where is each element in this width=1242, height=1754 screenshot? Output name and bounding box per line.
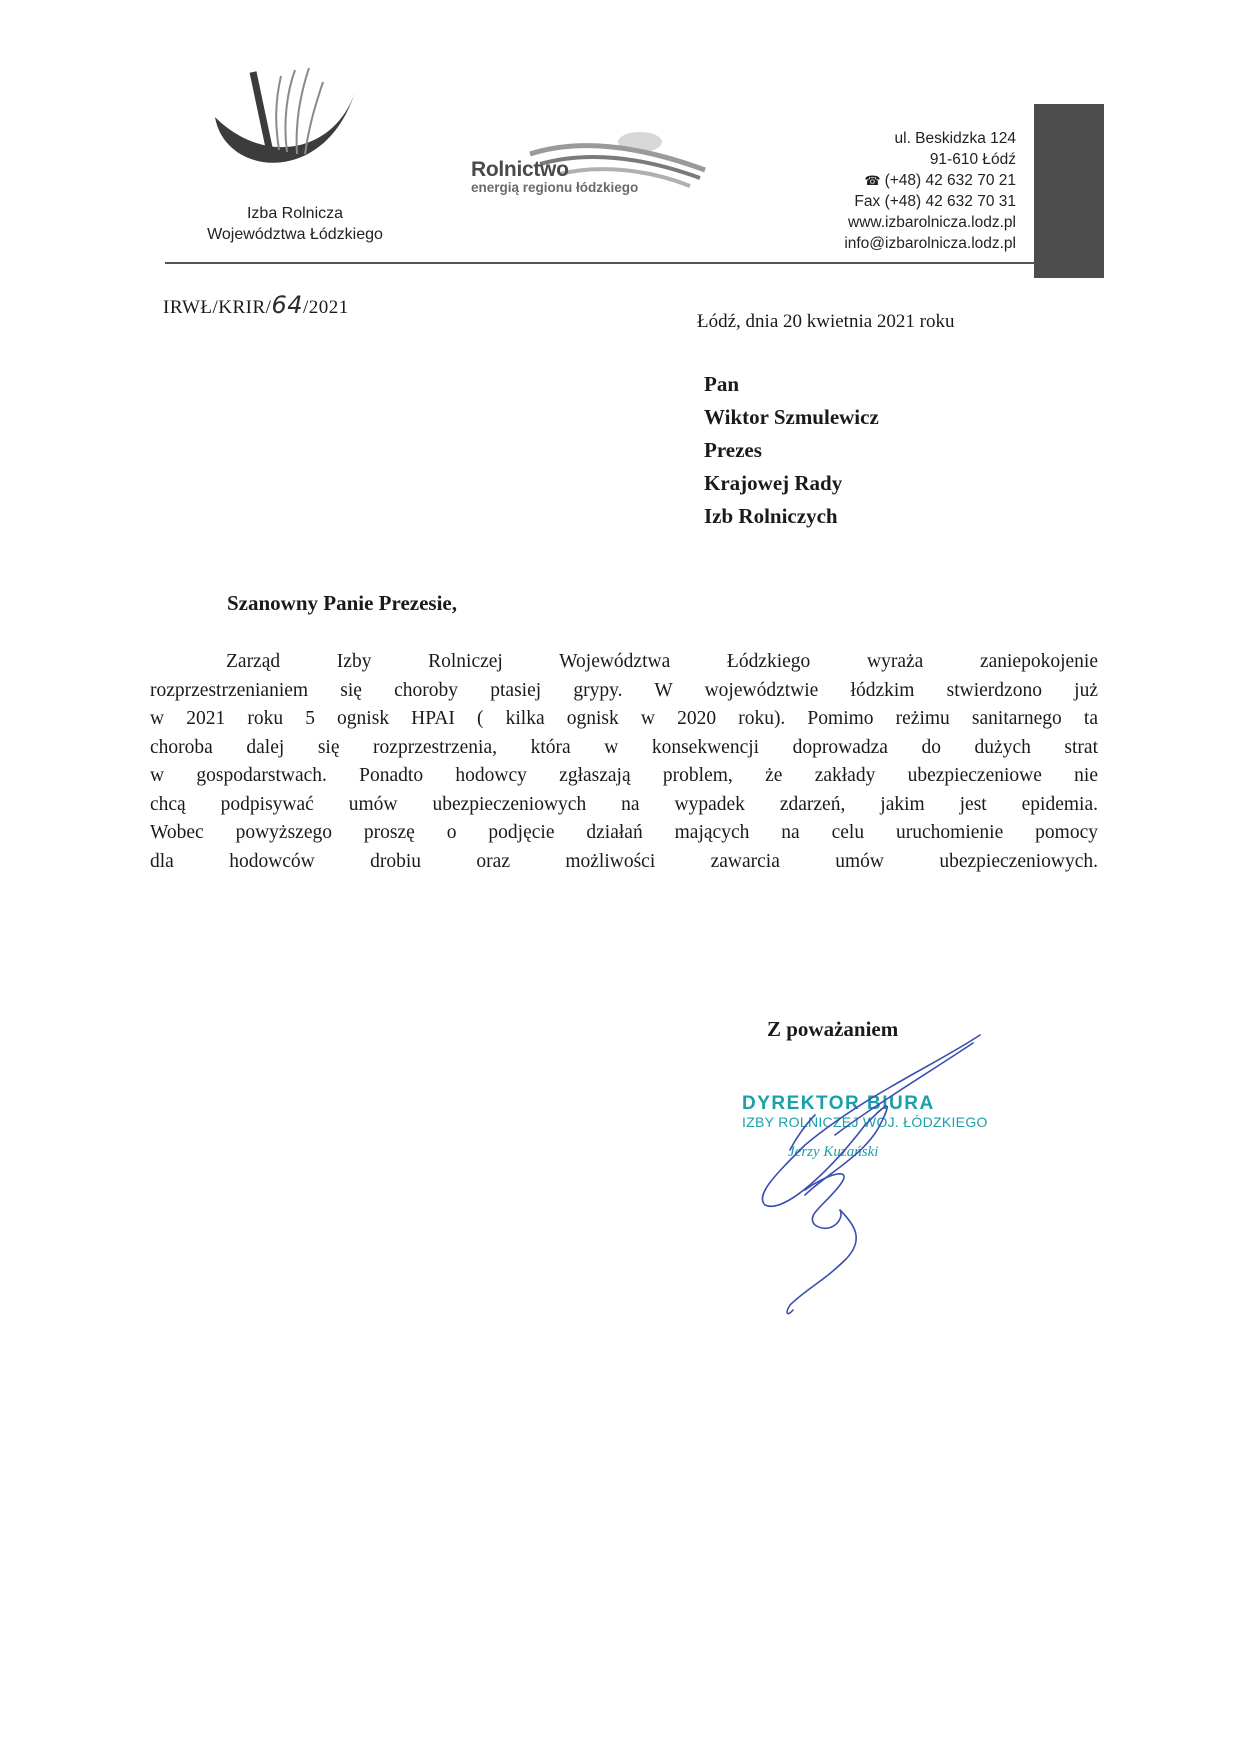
contact-street: ul. Beskidzka 124 <box>894 130 1016 147</box>
addressee-line: Krajowej Rady <box>704 471 843 495</box>
addressee-line: Wiktor Szmulewicz <box>704 405 879 429</box>
letter-body <box>150 648 1098 876</box>
header-divider <box>165 262 1035 264</box>
body-line: w 2021 roku 5 ognisk HPAI ( kilka ognisk w 2020 roku). Pomimo reżimu sanitarnego ta <box>150 708 1098 729</box>
closing-regards: Z poważaniem <box>767 1017 899 1041</box>
body-line: Zarząd Izby Rolniczej Województwa Łódzkiego wyraża zaniepokojenie <box>226 651 1098 672</box>
body-line: Wobec powyższego proszę o podjęcie działań mających na celu uruchomienie pomocy <box>150 822 1098 843</box>
reference-number: IRWŁ/KRIR/64/2021 <box>163 291 349 319</box>
stamp-title: DYREKTOR BIURA <box>742 1093 935 1114</box>
contact-www: www.izbarolnicza.lodz.pl <box>848 214 1016 231</box>
letter-date: Łódź, dnia 20 kwietnia 2021 roku <box>697 311 955 332</box>
body-line: chcą podpisywać umów ubezpieczeniowych na wypadek zdarzeń, jakim jest epidemia. <box>150 793 1098 815</box>
brand-subtitle: energią regionu łódzkiego <box>471 180 639 195</box>
addressee-line: Pan <box>704 372 740 396</box>
contact-email: info@izbarolnicza.lodz.pl <box>844 235 1016 252</box>
addressee-block <box>704 368 879 533</box>
izba-rolnicza-logo <box>205 62 395 212</box>
handwritten-signature <box>745 1025 985 1325</box>
contact-phone-row <box>844 170 1016 191</box>
organization-name: Izba Rolnicza Województwa Łódzkiego <box>207 205 383 243</box>
addressee-line: Prezes <box>704 438 762 462</box>
body-line: choroba dalej się rozprzestrzenia, która w konsekwencji doprowadza do dużych strat <box>150 736 1098 758</box>
handwritten-number: 64 <box>271 291 303 319</box>
telephone-icon: ☎ <box>864 173 881 188</box>
stamp-name: Jerzy Kuzański <box>788 1144 879 1160</box>
contact-fax: Fax (+48) 42 632 70 31 <box>854 193 1016 210</box>
rolnictwo-brand <box>471 158 638 195</box>
brand-title: Rolnictwo <box>471 158 569 181</box>
contact-city: 91-610 Łódź <box>929 151 1016 168</box>
salutation: Szanowny Panie Prezesie, <box>227 591 457 615</box>
body-line: dla hodowców drobiu oraz możliwości zawarcia umów ubezpieczeniowych. <box>150 850 1098 872</box>
body-line: rozprzestrzenianiem się choroby ptasiej grypy. W województwie łódzkim stwierdzono już <box>150 679 1098 701</box>
addressee-line: Izb Rolniczych <box>704 504 838 528</box>
contact-phone: (+48) 42 632 70 21 <box>884 172 1016 189</box>
contact-info <box>844 128 1016 254</box>
stamp-subtitle: IZBY ROLNICZEJ WOJ. ŁÓDZKIEGO <box>742 1114 988 1130</box>
body-line: w gospodarstwach. Ponadto hodowcy zgłaszają problem, że zakłady ubezpieczeniowe nie <box>150 765 1098 786</box>
header-accent-bar <box>1034 104 1104 278</box>
